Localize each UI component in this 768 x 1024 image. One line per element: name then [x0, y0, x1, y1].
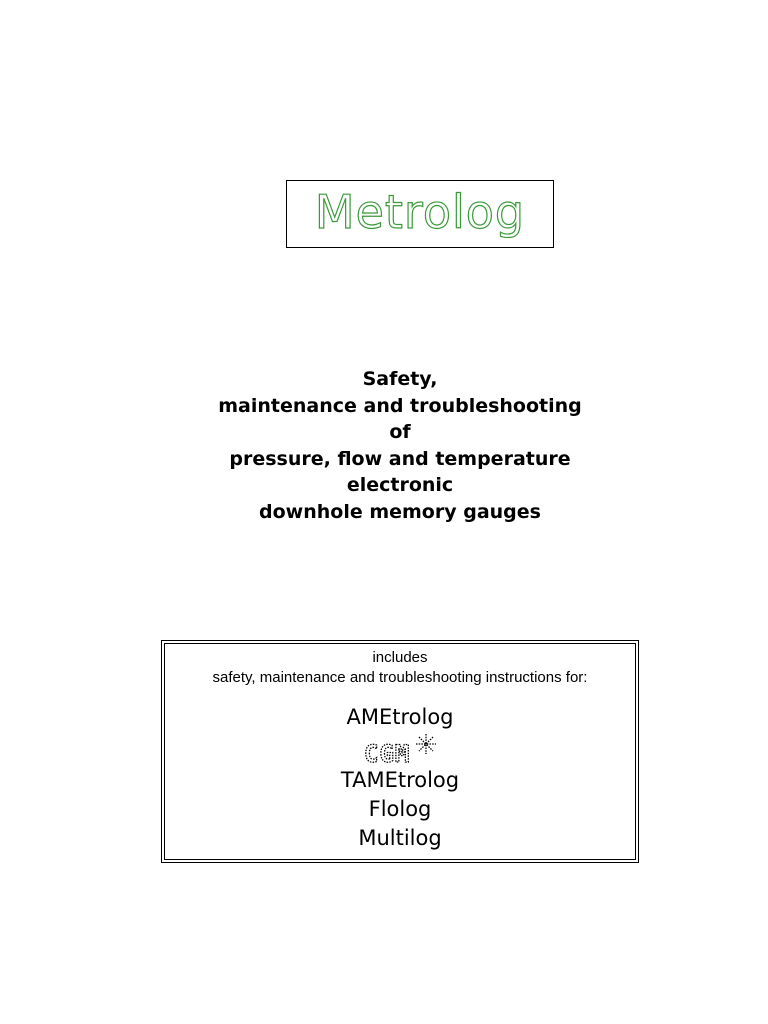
title-line-6: downhole memory gauges — [259, 500, 541, 523]
product-flolog: Flolog — [368, 797, 432, 821]
cgm-logo-text: CGM — [364, 740, 411, 766]
includes-label: includes — [372, 649, 428, 666]
title-line-4: pressure, flow and temperature — [229, 447, 571, 470]
cgm-logo-row — [165, 732, 635, 766]
title-line-3: of — [389, 421, 411, 443]
title-line-5: electronic — [346, 474, 454, 496]
product-list — [165, 703, 635, 853]
metrolog-logo-box — [286, 180, 554, 248]
includes-box — [161, 640, 639, 863]
cgm-logo-icon — [362, 732, 438, 766]
product-multilog: Multilog — [358, 826, 442, 850]
metrolog-logo: Metrolog — [314, 185, 526, 239]
includes-inner-frame — [164, 643, 636, 860]
product-tametrolog: TAMEtrolog — [340, 768, 460, 792]
title-line-1: Safety, — [362, 368, 438, 390]
title-line-2: maintenance and troubleshooting — [218, 394, 582, 417]
includes-description: safety, maintenance and troubleshooting instructions for: — [212, 669, 588, 686]
sparkle-icon — [416, 734, 436, 754]
product-ametrolog: AMEtrolog — [346, 705, 454, 729]
document-title — [0, 366, 768, 525]
